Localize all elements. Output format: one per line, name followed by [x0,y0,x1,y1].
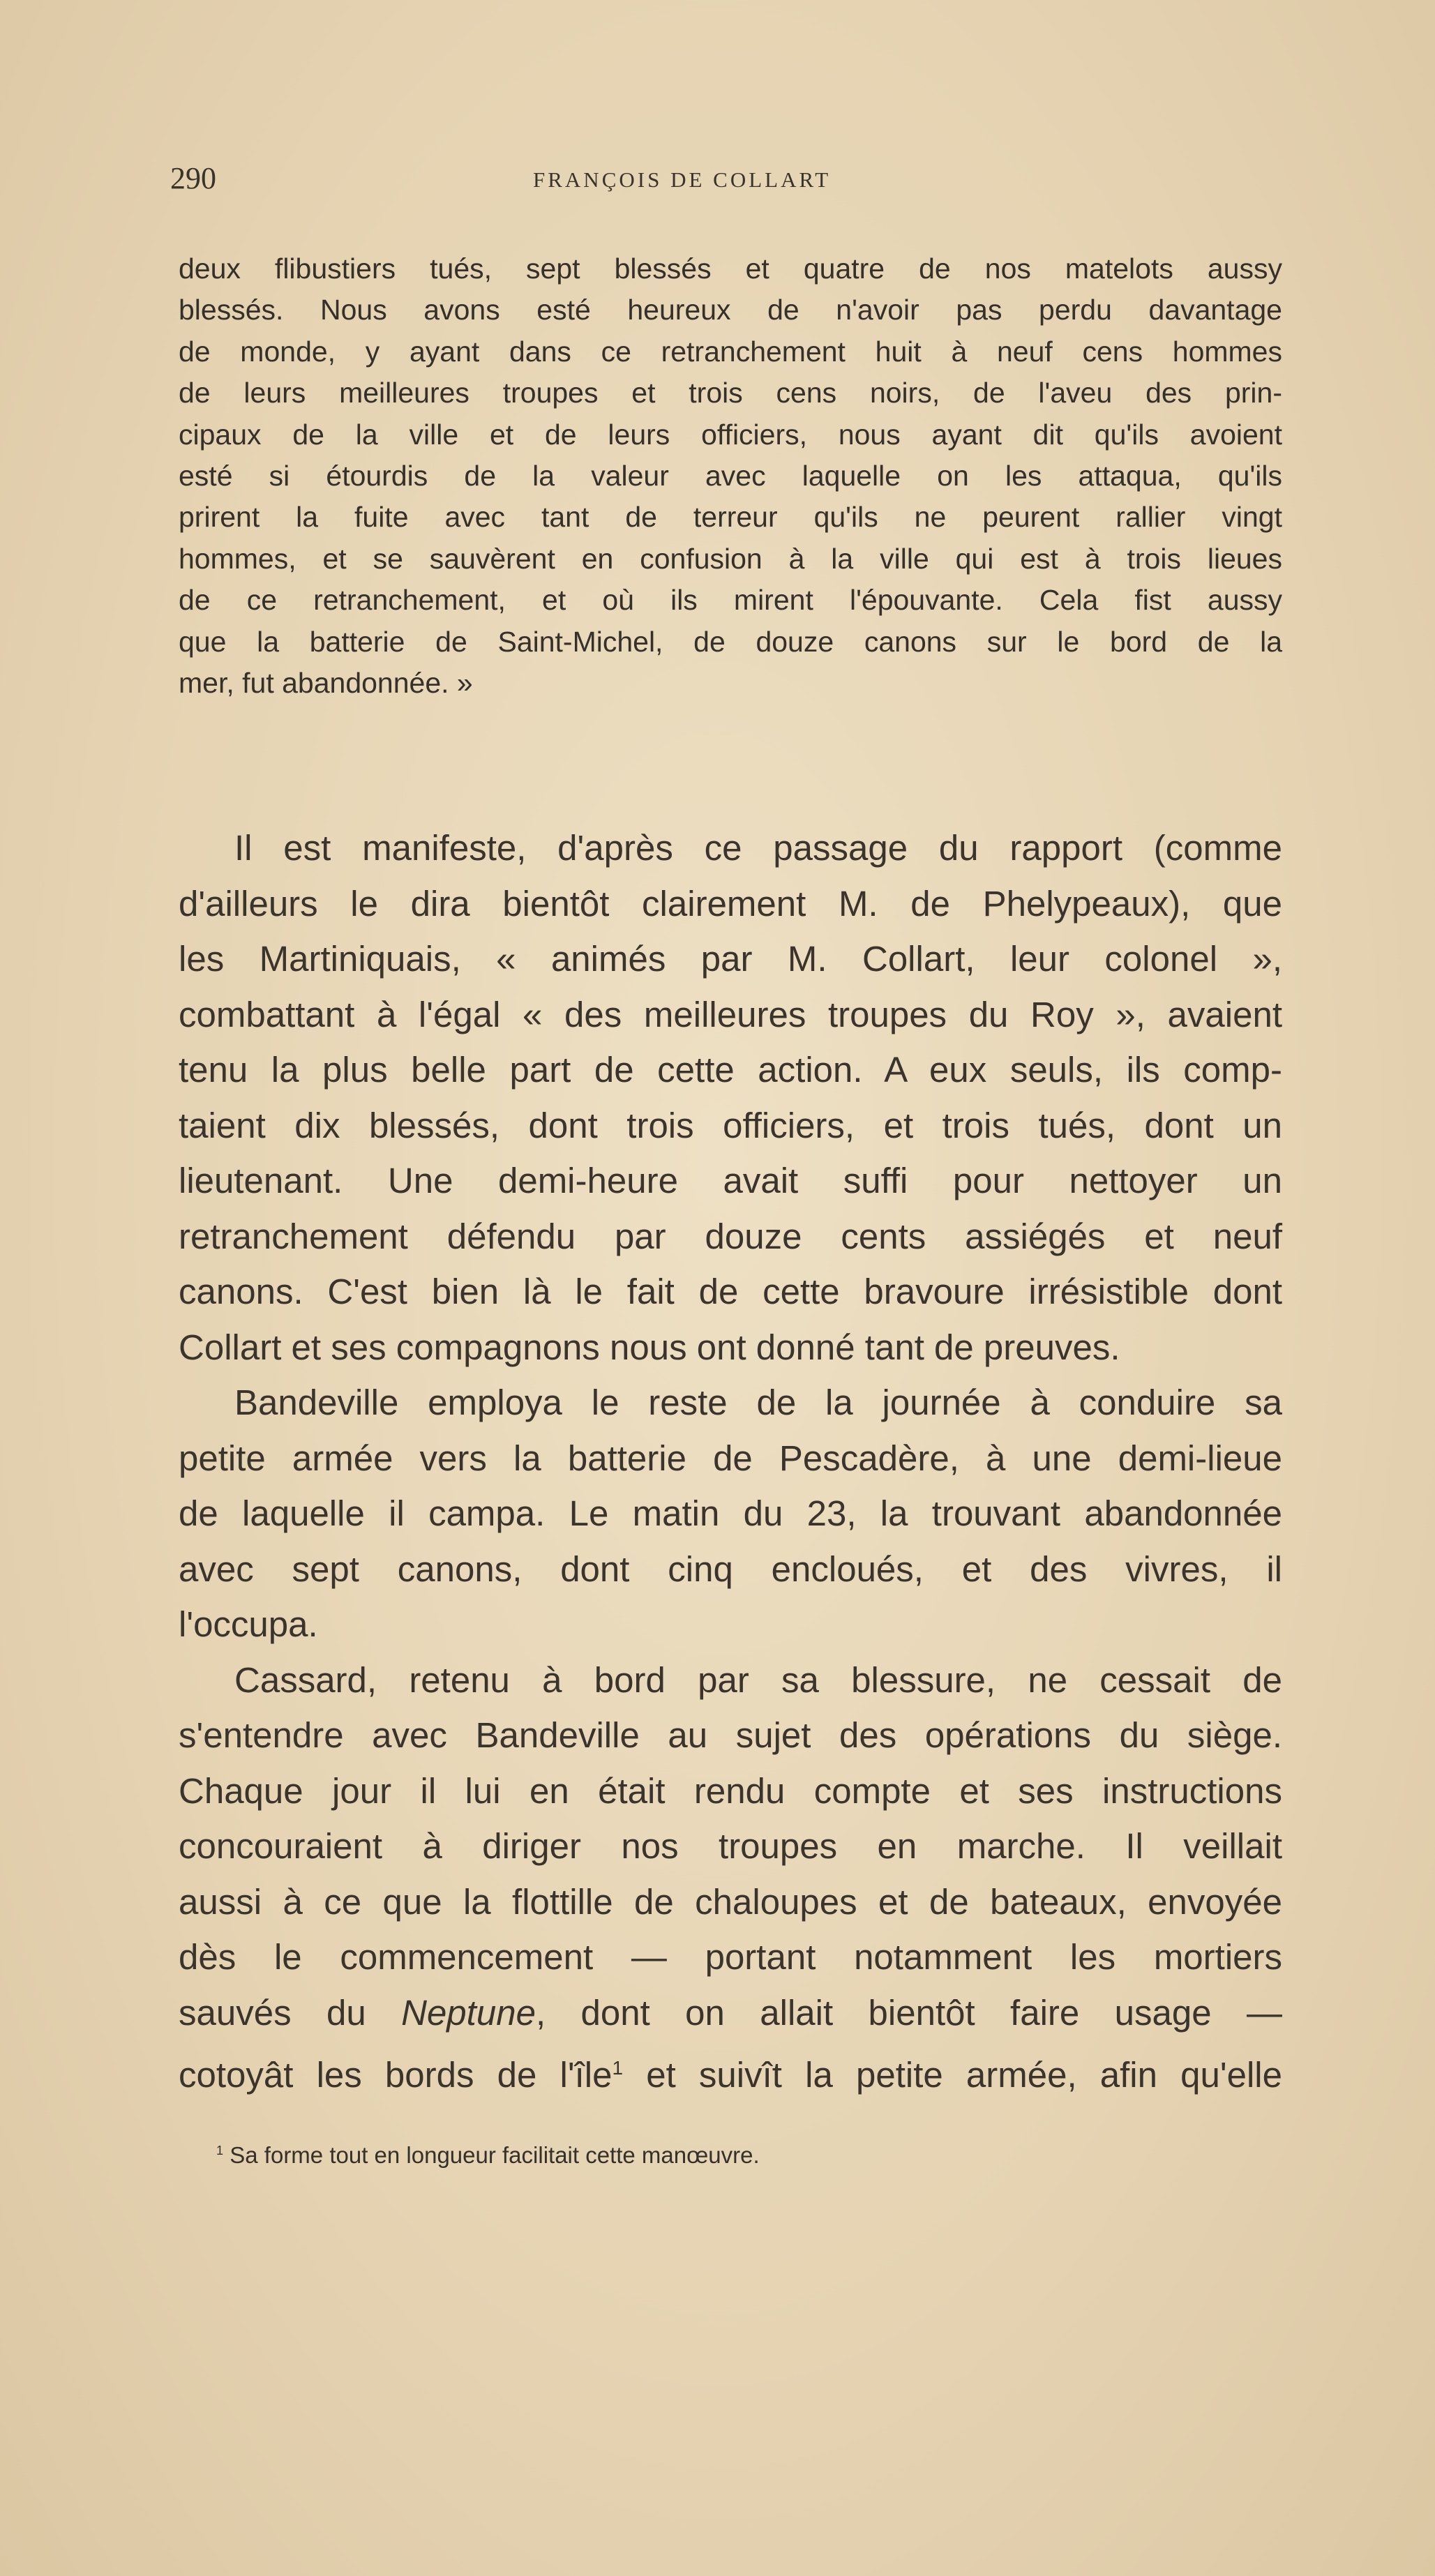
paragraph-line: Il est manifeste, d'après ce passage du rapport (comme [234,828,1282,868]
text-run: sauvés du [179,1992,366,2033]
paragraph-line: combattant à l'égal « des meilleures troupes du Roy », avaient [179,994,1282,1034]
paragraph-line: Bandeville employa le reste de la journée à conduire sa [234,1383,1282,1422]
paragraph-line: Collart et ses compagnons nous ont donné tant de preuves. [179,1327,1120,1367]
text-run: cotoyât les bords de l'île [179,2055,613,2095]
paragraph-line: concouraient à diriger nos troupes en marche. Il veillait [179,1826,1282,1866]
paragraph-line-mixed [179,2040,1282,2103]
paragraph-line: Cassard, retenu à bord par sa blessure, ne cessait de [234,1659,1282,1700]
paragraph-line: dès le commencement — portant notamment les mortiers [179,1937,1282,1977]
quote-line: de ce retranchement, et où ils mirent l'épouvante. Cela fist aussy [179,584,1282,617]
quote-line: esté si étourdis de la valeur avec laquelle on les attaqua, qu'ils [179,460,1282,492]
page-number: 290 [170,161,216,195]
running-title: FRANÇOIS DE COLLART [533,167,832,192]
footnote-text: Sa forme tout en longueur facilitait cette manœuvre. [230,2142,760,2168]
paragraph-line: d'ailleurs le dira bientôt clairement M. de Phelypeaux), que [179,883,1282,924]
paragraph-line: petite armée vers la batterie de Pescadère, à une demi-lieue [179,1438,1282,1478]
quote-line: cipaux de la ville et de leurs officiers, nous ayant dit qu'ils avoient [179,418,1282,451]
quote-line: blessés. Nous avons esté heureux de n'avoir pas perdu davantage [179,294,1282,326]
text-run: et suivît la petite armée, afin qu'elle [623,2055,1282,2095]
quote-line: que la batterie de Saint-Michel, de douze canons sur le bord de la [179,625,1282,658]
paragraph-line: aussi à ce que la flottille de chaloupes et de bateaux, envoyée [179,1881,1282,1922]
quote-line: de monde, y ayant dans ce retranchement huit à neuf cens hommes [179,335,1282,368]
page-header [170,160,1245,202]
body-text [179,820,1282,2103]
quoted-report [179,248,1282,704]
paragraph-line: les Martiniquais, « animés par M. Collart, leur colonel », [179,939,1282,979]
paragraph-line: l'occupa. [179,1604,318,1644]
quote-line: mer, fut abandonnée. » [179,667,473,700]
paragraph-line: tenu la plus belle part de cette action. A eux seuls, ils comp- [179,1050,1282,1090]
paragraph-line: canons. C'est bien là le fait de cette bravoure irrésistible dont [179,1272,1282,1311]
paragraph-line: taient dix blessés, dont trois officiers, et trois tués, dont un [179,1105,1282,1145]
quote-line: prirent la fuite avec tant de terreur qu'ils ne peurent rallier vingt [179,501,1282,534]
paragraph-line-mixed [179,1985,1282,2041]
quote-line: hommes, et se sauvèrent en confusion à la ville qui est à trois lieues [179,542,1282,575]
footnote-reference[interactable]: 1 [612,2057,624,2079]
paragraph-line: lieutenant. Une demi-heure avait suffi pour nettoyer un [179,1161,1282,1200]
quote-line: de leurs meilleures troupes et trois cens noirs, de l'aveu des prin- [179,377,1282,409]
paragraph-line: retranchement défendu par douze cents assiégés et neuf [179,1216,1282,1256]
footnote-marker: 1 [216,2144,224,2157]
ship-name: Neptune [401,1992,536,2033]
footnote [216,2142,1193,2169]
quote-line: deux flibustiers tués, sept blessés et quatre de nos matelots aussy [179,253,1282,285]
paragraph-line: avec sept canons, dont cinq encloués, et des vivres, il [179,1549,1282,1589]
paragraph-line: s'entendre avec Bandeville au sujet des opérations du siège. [179,1715,1282,1755]
paragraph-line: Chaque jour il lui en était rendu compte et ses instructions [179,1770,1282,1811]
paragraph-line: de laquelle il campa. Le matin du 23, la trouvant abandonnée [179,1493,1282,1533]
text-run: , dont on allait bientôt faire usage — [535,1992,1282,2033]
